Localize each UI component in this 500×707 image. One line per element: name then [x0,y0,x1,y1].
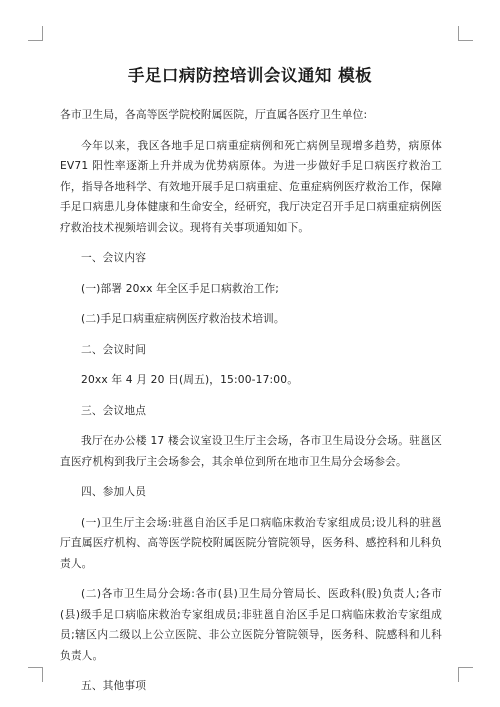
crop-mark-top-right [458,26,473,41]
intro-paragraph: 今年以来，我区各地手足口病重症病例和死亡病例呈现增多趋势，病原体 EV71 阳性率逐渐上升并成为优势病原体。为进一步做好手足口病医疗救治工作，指导各地科学、有效地开展手足口病重症、危重症病例医疗救治工作，保障手足口病患儿身体健康和生命安全，经研究，我厅决定召开手足口病重症病例医疗救治技术视频培训会议。现将有关事项通知如下。 [60,138,442,234]
crop-mark-bottom-left [28,667,43,682]
section-item: (一)部署 20xx 年全区手足口病救治工作; [81,281,280,295]
meeting-time: 20xx 年 4 月 20 日(周五)，15:00-17:00。 [81,373,299,386]
document-title: 手足口病防控培训会议通知 模板 [127,66,373,85]
crop-mark-top-left [28,26,43,41]
section-heading: 二、会议时间 [81,342,147,356]
document-body [60,105,442,707]
section-item: (一)卫生厅主会场:驻邕自治区手足口病临床救治专家组成员;设儿科的驻邕厅直属医疗机构、高等医学院校附属医院分管院领导，医务科、感控科和儿科负责人。 [60,515,442,570]
salutation: 各市卫生局，各高等医学院校附属医院，厅直属各医疗卫生单位: [60,108,368,121]
section-item: (二)手足口病重症病例医疗救治技术培训。 [81,312,285,325]
section-heading: 一、会议内容 [81,251,147,264]
section-heading: 五、其他事项 [81,679,147,692]
crop-mark-bottom-right [458,667,473,682]
section-heading: 三、会议地点 [81,403,147,417]
meeting-location: 我厅在办公楼 17 楼会议室设卫生厅主会场，各市卫生局设分会场。驻邕区直医疗机构到我厅主会场参会，其余单位到所在地市卫生局分会场参会。 [60,434,442,468]
section-heading: 四、参加人员 [81,485,147,498]
section-item: (二)各市卫生局分会场:各市(县)卫生局分管局长、医政科(股)负责人;各市(县)级手足口病临床救治专家组成员;非驻邕自治区手足口病临床救治专家组成员;辖区内二级以上公立医院、非公立医院分管院领导，医务科、院感科和儿科负责人。 [60,587,442,662]
